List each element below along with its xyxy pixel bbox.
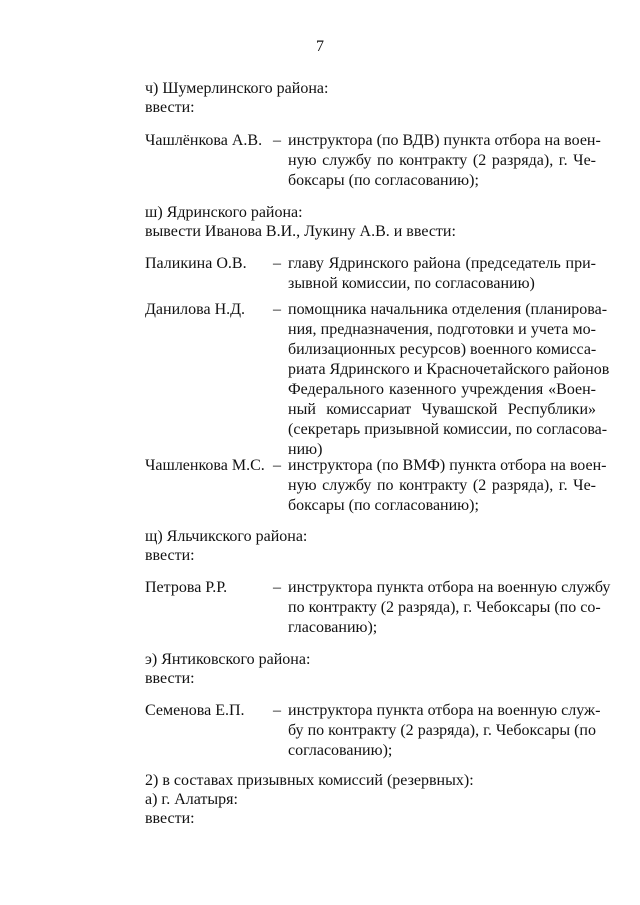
person-position: помощника начальника отделения (планирова- ния, предназначения, подготовки и учета мо- билизационных ресурсов) военного комисса- риата Ядринского и Красночетайского районов Федерального казенного учреждения «Воен- ный комиссариат Чувашской Республики» (секретарь призывной комиссии, по согласова- нию)	[288, 301, 610, 458]
entry-dash: –	[273, 132, 281, 149]
section-action-shumerlinsky: ввести:	[145, 99, 195, 116]
entry-dash: –	[273, 579, 281, 596]
section-heading-yadrinsky: ш) Ядринского района:	[145, 204, 303, 221]
person-position: инструктора пункта отбора на военную служ- бу по контракту (2 разряда), г. Чебоксары (по согласованию);	[288, 702, 601, 759]
section-action-yantikovsky: ввести:	[145, 670, 195, 687]
person-position: инструктора (по ВДВ) пункта отбора на воен- ную службу по контракту (2 разряда), г. Че- боксары (по согласованию);	[288, 132, 601, 189]
section-action-yadrinsky: вывести Иванова В.И., Лукину А.В. и ввести:	[145, 223, 456, 240]
subsection-heading-alatyr: а) г. Алатыря:	[145, 791, 238, 808]
section-heading-shumerlinsky: ч) Шумерлинского района:	[145, 80, 329, 97]
person-name: Чашлёнкова А.В.	[145, 132, 263, 149]
section-action-yalchiksky: ввести:	[145, 547, 195, 564]
person-position: инструктора пункта отбора на военную службу по контракту (2 разряда), г. Чебоксары (по со- гласованию);	[288, 579, 611, 636]
person-name: Чашленкова М.С.	[145, 457, 265, 474]
person-position: главу Ядринского района (председатель при- зывной комиссии, по согласованию)	[288, 255, 596, 292]
entry-dash: –	[273, 255, 281, 272]
person-position: инструктора (по ВМФ) пункта отбора на воен- ную службу по контракту (2 разряда), г. Че- боксары (по согласованию);	[288, 457, 607, 514]
section-action-alatyr: ввести:	[145, 810, 195, 827]
entry-dash: –	[273, 301, 281, 318]
section-heading-yalchiksky: щ) Яльчикского района:	[145, 528, 308, 545]
page-number: 7	[316, 38, 324, 55]
entry-dash: –	[273, 702, 281, 719]
person-name: Петрова Р.Р.	[145, 579, 228, 596]
entry-dash: –	[273, 457, 281, 474]
section-heading-reserve-commissions: 2) в составах призывных комиссий (резервных):	[145, 772, 474, 789]
person-name: Данилова Н.Д.	[145, 301, 246, 318]
person-name: Семенова Е.П.	[145, 702, 245, 719]
section-heading-yantikovsky: э) Янтиковского района:	[145, 651, 311, 668]
person-name: Паликина О.В.	[145, 255, 247, 272]
